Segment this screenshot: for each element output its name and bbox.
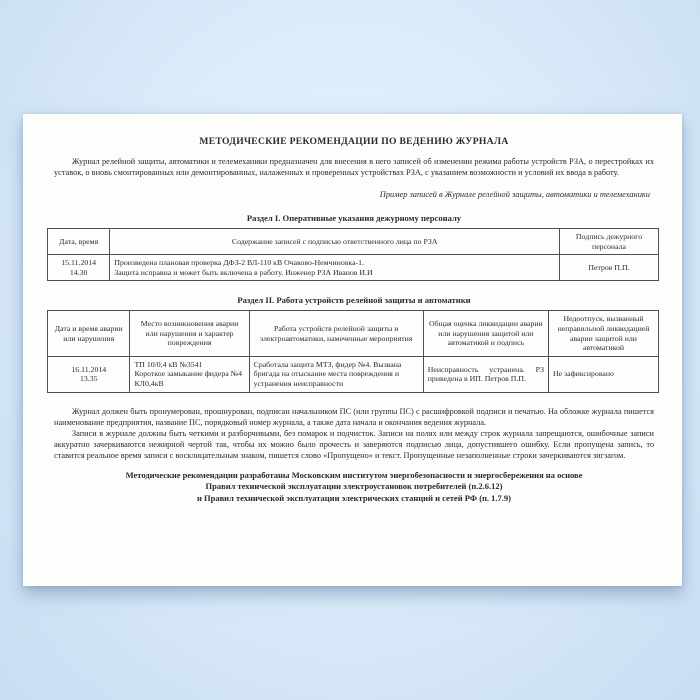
section2-cell-place xyxy=(130,356,249,392)
record-time: 14.30 xyxy=(69,267,88,277)
section2-cell-undersupply: Не зафиксировано xyxy=(549,356,659,392)
section2-header-undersupply: Недоотпуск, вызванный неправильной ликвидацией аварии защитой или автоматикой xyxy=(549,311,659,356)
section2-header-row xyxy=(48,311,659,356)
footer-line-1: Методические рекомендации разработаны Московским институтом энергобезопасности и энергосбережения на основе xyxy=(125,469,583,480)
document-title: МЕТОДИЧЕСКИЕ РЕКОМЕНДАЦИИ ПО ВЕДЕНИЮ ЖУРНАЛА xyxy=(199,136,509,147)
section2-heading: Раздел II. Работа устройств релейной защиты и автоматики xyxy=(237,295,471,306)
incident-place-line1: ТП 10/0,4 кВ №3541 xyxy=(134,359,203,369)
closing-block xyxy=(54,406,654,461)
footer-line-2: Правил технической эксплуатации электроустановок потребителей (п.2.6.12) xyxy=(205,481,503,492)
footer-line-3: и Правил технической эксплуатации электрических станций и сетей РФ (п. 1.7.9) xyxy=(196,492,512,503)
section1-cell-signature: Петров П.П. xyxy=(560,255,659,281)
section1-data-row xyxy=(48,255,659,281)
section1-header-date: Дата, время xyxy=(48,229,110,255)
section2-header-place: Место возникновения аварии или нарушения и характер повреждения xyxy=(130,311,249,356)
section1-header-row xyxy=(48,229,659,255)
section2-cell-work: Сработала защита МТЗ, фидер №4. Вызвана бригада на отыскание места повреждения и устранения неисправности xyxy=(249,356,423,392)
section2-header-work: Работа устройств релейной защиты и электроавтоматики, намеченные мероприятия xyxy=(249,311,423,356)
section1-header-content: Содержание записей с подписью ответственного лица по РЗА xyxy=(110,229,560,255)
incident-time: 13.35 xyxy=(79,374,98,384)
section2-cell-datetime xyxy=(48,356,130,392)
section1-heading: Раздел I. Оперативные указания дежурному персоналу xyxy=(246,213,462,223)
section1-header-signature: Подпись дежурного персонала xyxy=(560,229,659,255)
section2-data-row xyxy=(48,356,659,392)
section1-table xyxy=(47,228,659,281)
example-caption: Пример записей в Журнале релейной защиты, автоматики и телемеханики xyxy=(379,190,650,199)
record-date: 15.11.2014 xyxy=(61,258,97,268)
section2-table xyxy=(47,310,659,392)
footer-note xyxy=(54,470,654,505)
incident-date: 16.11.2014 xyxy=(71,364,107,374)
closing-paragraph-2: Записи в журнале должны быть четкими и разборчивыми, без помарок и подчисток. Записи на полях или между строк журнала запрещаются, ошибочные записи аккуратно зачеркиваются нежирной чертой так, чтобы их можно было прочесть и заверяются подписью лица, допустившего ошибку. Если пропущена запись, то ставится реальное время записи с восклицательным знаком, пишется слово «Пропущено» и текст. Пропущенные незаполненные строки зачеркиваются зигзагом. xyxy=(54,428,654,460)
document-page xyxy=(23,114,682,586)
incident-place-line3: КЛ0,4кВ xyxy=(134,378,164,388)
section1-cell-content xyxy=(110,255,560,281)
section1-cell-datetime xyxy=(48,255,110,281)
incident-place-line2: Короткое замыкание фидера №4 xyxy=(134,369,242,379)
record-content-line2: Защита исправна и может быть включена в работу. Инженер РЗА Иванов И.И xyxy=(114,267,373,277)
record-content-line1: Произведена плановая проверка ДФЗ-2 ВЛ-110 кВ Очаково-Немчиновка-1. xyxy=(114,258,364,268)
section2-cell-assessment: Неисправность устранена. РЗ приведена в ИП. Петров П.П. xyxy=(423,356,548,392)
closing-paragraph-1: Журнал должен быть пронумерован, прошнурован, подписан начальником ПС (или группы ПС) с расшифровкой подписи и печатью. На обложке журнала пишется наименование предприятия, название ПС, порядковый номер журнала, а также дата начала и окончания ведения журнала. xyxy=(54,406,654,427)
intro-paragraph: Журнал релейной защиты, автоматики и телемеханики предназначен для внесения в него записей об изменении режима работы устройств РЗА, о перестройках их уставок, о вновь смонтированных или демонтированных, налаженных и проверенных устройствах РЗА, с указанием возможности и условий их ввода в работу. xyxy=(54,157,654,177)
section2-header-datetime: Дата и время аварии или нарушения xyxy=(48,311,130,356)
section2-header-assessment: Общая оценка ликвидации аварии или нарушения защитой или автоматикой и подпись xyxy=(423,311,548,356)
